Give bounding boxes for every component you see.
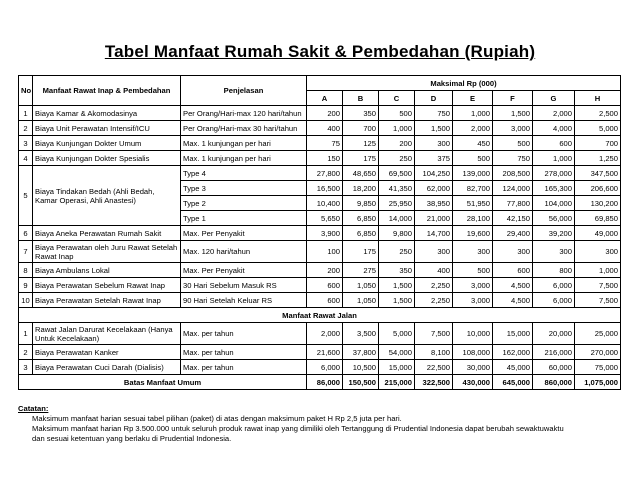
benefit-value: 6,000 — [533, 278, 575, 293]
benefit-value: 1,000 — [453, 106, 493, 121]
benefit-name: Biaya Perawatan Cuci Darah (Dialisis) — [33, 360, 181, 375]
benefit-value: 270,000 — [575, 345, 621, 360]
table-row — [19, 241, 621, 263]
row-number: 2 — [19, 121, 33, 136]
total-value: 322,500 — [415, 375, 453, 390]
benefit-value: 750 — [415, 106, 453, 121]
surgery-type: Type 4 — [181, 166, 307, 181]
benefit-value: 600 — [493, 263, 533, 278]
total-value: 86,000 — [307, 375, 343, 390]
benefit-value: 21,600 — [307, 345, 343, 360]
benefit-value: 4,500 — [493, 278, 533, 293]
benefit-value: 1,050 — [343, 278, 379, 293]
benefit-value: 10,400 — [307, 196, 343, 211]
row-number: 1 — [19, 323, 33, 345]
header-max: Maksimal Rp (000) — [307, 76, 621, 91]
benefit-name: Biaya Kamar & Akomodasinya — [33, 106, 181, 121]
benefit-value: 19,600 — [453, 226, 493, 241]
benefit-name: Biaya Perawatan Kanker — [33, 345, 181, 360]
benefit-value: 5,650 — [307, 211, 343, 226]
benefit-value: 216,000 — [533, 345, 575, 360]
benefit-value: 38,950 — [415, 196, 453, 211]
benefit-value: 30,000 — [453, 360, 493, 375]
benefit-value: 25,950 — [379, 196, 415, 211]
benefit-value: 39,200 — [533, 226, 575, 241]
benefit-description: Max. per tahun — [181, 323, 307, 345]
plan-header: E — [453, 91, 493, 106]
benefit-value: 200 — [307, 263, 343, 278]
benefit-value: 1,000 — [575, 263, 621, 278]
benefit-value: 7,500 — [575, 278, 621, 293]
benefit-name: Biaya Ambulans Lokal — [33, 263, 181, 278]
benefit-value: 29,400 — [493, 226, 533, 241]
benefit-name: Biaya Perawatan oleh Juru Rawat Setelah Rawat Inap — [33, 241, 181, 263]
benefit-value: 9,800 — [379, 226, 415, 241]
benefit-value: 18,200 — [343, 181, 379, 196]
total-value: 150,500 — [343, 375, 379, 390]
benefit-description: Max. 1 kunjungan per hari — [181, 151, 307, 166]
benefit-value: 150 — [307, 151, 343, 166]
benefit-value: 6,850 — [343, 226, 379, 241]
benefit-value: 300 — [533, 241, 575, 263]
page-title: Tabel Manfaat Rumah Sakit & Pembedahan (Rupiah) — [104, 42, 536, 61]
benefit-name: Biaya Tindakan Bedah (Ahli Bedah, Kamar Operasi, Ahli Anastesi) — [33, 166, 181, 226]
table-row — [19, 136, 621, 151]
row-number: 4 — [19, 151, 33, 166]
row-number: 9 — [19, 278, 33, 293]
plan-header: G — [533, 91, 575, 106]
benefit-name: Biaya Perawatan Setelah Rawat Inap — [33, 293, 181, 308]
benefit-value: 7,500 — [575, 293, 621, 308]
benefit-value: 82,700 — [453, 181, 493, 196]
benefit-value: 700 — [343, 121, 379, 136]
benefit-value: 300 — [493, 241, 533, 263]
benefit-value: 54,000 — [379, 345, 415, 360]
benefit-value: 10,500 — [343, 360, 379, 375]
benefit-value: 250 — [379, 151, 415, 166]
notes — [18, 404, 628, 444]
benefit-value: 3,900 — [307, 226, 343, 241]
benefit-name: Rawat Jalan Darurat Kecelakaan (Hanya Untuk Kecelakaan) — [33, 323, 181, 345]
benefit-value: 250 — [379, 241, 415, 263]
row-number: 1 — [19, 106, 33, 121]
row-number: 10 — [19, 293, 33, 308]
plan-header: C — [379, 91, 415, 106]
benefit-value: 350 — [343, 106, 379, 121]
benefit-value: 1,500 — [379, 293, 415, 308]
benefit-description: Max. 1 kunjungan per hari — [181, 136, 307, 151]
total-value: 215,000 — [379, 375, 415, 390]
benefit-value: 600 — [307, 278, 343, 293]
benefit-description: 30 Hari Sebelum Masuk RS — [181, 278, 307, 293]
benefit-value: 69,500 — [379, 166, 415, 181]
benefit-value: 15,000 — [379, 360, 415, 375]
section-row — [19, 308, 621, 323]
benefit-value: 48,650 — [343, 166, 379, 181]
benefit-description: Per Orang/Hari-max 30 hari/tahun — [181, 121, 307, 136]
benefit-value: 1,000 — [379, 121, 415, 136]
benefit-value: 75 — [307, 136, 343, 151]
table-row — [19, 106, 621, 121]
benefit-value: 45,000 — [493, 360, 533, 375]
benefit-value: 1,250 — [575, 151, 621, 166]
benefit-value: 8,100 — [415, 345, 453, 360]
benefit-value: 1,500 — [415, 121, 453, 136]
benefit-value: 350 — [379, 263, 415, 278]
benefit-value: 278,000 — [533, 166, 575, 181]
benefit-value: 450 — [453, 136, 493, 151]
benefit-value: 206,600 — [575, 181, 621, 196]
benefit-value: 75,000 — [575, 360, 621, 375]
benefit-value: 21,000 — [415, 211, 453, 226]
benefit-description: Per Orang/Hari-max 120 hari/tahun — [181, 106, 307, 121]
benefit-value: 2,500 — [575, 106, 621, 121]
note-line: Maksimum manfaat harian Rp 3.500.000 untuk seluruh produk rawat inap yang dimiliki oleh Tertanggung di Prudential Indonesia dapat berubah sewaktuwaktu — [32, 424, 564, 433]
benefit-name: Biaya Kunjungan Dokter Umum — [33, 136, 181, 151]
total-value: 645,000 — [493, 375, 533, 390]
benefit-value: 37,800 — [343, 345, 379, 360]
benefit-value: 500 — [453, 151, 493, 166]
table-row — [19, 360, 621, 375]
benefit-value: 108,000 — [453, 345, 493, 360]
benefit-value: 130,200 — [575, 196, 621, 211]
plan-header: D — [415, 91, 453, 106]
benefit-value: 3,000 — [453, 293, 493, 308]
header-benefit: Manfaat Rawat Inap & Pembedahan — [33, 76, 181, 106]
benefit-value: 600 — [533, 136, 575, 151]
total-label: Batas Manfaat Umum — [19, 375, 307, 390]
table-row — [19, 293, 621, 308]
benefit-value: 6,850 — [343, 211, 379, 226]
benefit-value: 750 — [493, 151, 533, 166]
benefit-value: 400 — [415, 263, 453, 278]
benefit-value: 5,000 — [379, 323, 415, 345]
total-value: 430,000 — [453, 375, 493, 390]
section-title: Manfaat Rawat Jalan — [19, 308, 621, 323]
benefit-value: 41,350 — [379, 181, 415, 196]
benefit-value: 22,500 — [415, 360, 453, 375]
benefit-value: 500 — [379, 106, 415, 121]
header-description: Penjelasan — [181, 76, 307, 106]
note-line: dan sesuai ketentuan yang berlaku di Prudential Indonesia. — [32, 434, 232, 443]
benefit-value: 1,050 — [343, 293, 379, 308]
plan-header: H — [575, 91, 621, 106]
benefit-value: 300 — [415, 136, 453, 151]
benefit-value: 60,000 — [533, 360, 575, 375]
row-number: 7 — [19, 241, 33, 263]
benefit-value: 400 — [307, 121, 343, 136]
note-line: Maksimum manfaat harian sesuai tabel pilihan (paket) di atas dengan maksimum paket H Rp 2,5 juta per hari. — [32, 414, 402, 423]
benefit-value: 500 — [453, 263, 493, 278]
benefit-value: 1,500 — [379, 278, 415, 293]
benefit-value: 175 — [343, 241, 379, 263]
benefit-value: 3,000 — [453, 278, 493, 293]
benefit-value: 3,000 — [493, 121, 533, 136]
table-row — [19, 263, 621, 278]
benefit-value: 2,250 — [415, 278, 453, 293]
benefit-value: 56,000 — [533, 211, 575, 226]
benefit-name: Biaya Aneka Perawatan Rumah Sakit — [33, 226, 181, 241]
benefit-table — [18, 75, 621, 390]
benefit-value: 175 — [343, 151, 379, 166]
benefit-value: 4,500 — [493, 293, 533, 308]
plan-header: F — [493, 91, 533, 106]
benefit-value: 16,500 — [307, 181, 343, 196]
benefit-value: 600 — [307, 293, 343, 308]
total-row — [19, 375, 621, 390]
row-number: 3 — [19, 360, 33, 375]
table-row — [19, 121, 621, 136]
benefit-description: Max. 120 hari/tahun — [181, 241, 307, 263]
benefit-value: 300 — [415, 241, 453, 263]
benefit-value: 124,000 — [493, 181, 533, 196]
plan-header: A — [307, 91, 343, 106]
benefit-description: Max. Per Penyakit — [181, 263, 307, 278]
benefit-value: 375 — [415, 151, 453, 166]
benefit-value: 275 — [343, 263, 379, 278]
benefit-value: 5,000 — [575, 121, 621, 136]
benefit-value: 700 — [575, 136, 621, 151]
benefit-value: 42,150 — [493, 211, 533, 226]
benefit-value: 165,300 — [533, 181, 575, 196]
benefit-name: Biaya Unit Perawatan Intensif/ICU — [33, 121, 181, 136]
benefit-value: 51,950 — [453, 196, 493, 211]
benefit-value: 25,000 — [575, 323, 621, 345]
benefit-value: 2,000 — [307, 323, 343, 345]
table-row — [19, 226, 621, 241]
row-number: 5 — [19, 166, 33, 226]
row-number: 6 — [19, 226, 33, 241]
benefit-value: 7,500 — [415, 323, 453, 345]
benefit-value: 14,700 — [415, 226, 453, 241]
benefit-value: 20,000 — [533, 323, 575, 345]
benefit-value: 27,800 — [307, 166, 343, 181]
benefit-value: 4,000 — [533, 121, 575, 136]
benefit-name: Biaya Kunjungan Dokter Spesialis — [33, 151, 181, 166]
benefit-value: 14,000 — [379, 211, 415, 226]
benefit-description: Max. Per Penyakit — [181, 226, 307, 241]
table-row — [19, 278, 621, 293]
total-value: 860,000 — [533, 375, 575, 390]
benefit-value: 104,000 — [533, 196, 575, 211]
benefit-value: 200 — [379, 136, 415, 151]
benefit-value: 347,500 — [575, 166, 621, 181]
plan-header: B — [343, 91, 379, 106]
benefit-description: Max. per tahun — [181, 360, 307, 375]
row-number: 3 — [19, 136, 33, 151]
benefit-value: 800 — [533, 263, 575, 278]
benefit-value: 9,850 — [343, 196, 379, 211]
benefit-value: 104,250 — [415, 166, 453, 181]
notes-heading: Catatan: — [18, 404, 49, 413]
benefit-value: 10,000 — [453, 323, 493, 345]
benefit-value: 300 — [453, 241, 493, 263]
benefit-value: 49,000 — [575, 226, 621, 241]
table-row — [19, 166, 621, 181]
row-number: 2 — [19, 345, 33, 360]
benefit-value: 28,100 — [453, 211, 493, 226]
surgery-type: Type 2 — [181, 196, 307, 211]
benefit-value: 500 — [493, 136, 533, 151]
benefit-value: 208,500 — [493, 166, 533, 181]
benefit-value: 2,000 — [533, 106, 575, 121]
benefit-value: 300 — [575, 241, 621, 263]
total-value: 1,075,000 — [575, 375, 621, 390]
benefit-value: 1,000 — [533, 151, 575, 166]
benefit-value: 139,000 — [453, 166, 493, 181]
benefit-value: 125 — [343, 136, 379, 151]
table-row — [19, 323, 621, 345]
benefit-value: 6,000 — [533, 293, 575, 308]
benefit-value: 162,000 — [493, 345, 533, 360]
header-no: No — [19, 76, 33, 106]
benefit-description: Max. per tahun — [181, 345, 307, 360]
benefit-value: 200 — [307, 106, 343, 121]
benefit-value: 2,250 — [415, 293, 453, 308]
benefit-value: 6,000 — [307, 360, 343, 375]
benefit-name: Biaya Perawatan Sebelum Rawat Inap — [33, 278, 181, 293]
benefit-value: 62,000 — [415, 181, 453, 196]
benefit-value: 77,800 — [493, 196, 533, 211]
surgery-type: Type 1 — [181, 211, 307, 226]
benefit-value: 2,000 — [453, 121, 493, 136]
benefit-value: 15,000 — [493, 323, 533, 345]
table-row — [19, 151, 621, 166]
table-row — [19, 345, 621, 360]
row-number: 8 — [19, 263, 33, 278]
benefit-value: 1,500 — [493, 106, 533, 121]
surgery-type: Type 3 — [181, 181, 307, 196]
benefit-value: 69,850 — [575, 211, 621, 226]
table-body — [19, 106, 621, 390]
benefit-value: 100 — [307, 241, 343, 263]
benefit-value: 3,500 — [343, 323, 379, 345]
benefit-description: 90 Hari Setelah Keluar RS — [181, 293, 307, 308]
